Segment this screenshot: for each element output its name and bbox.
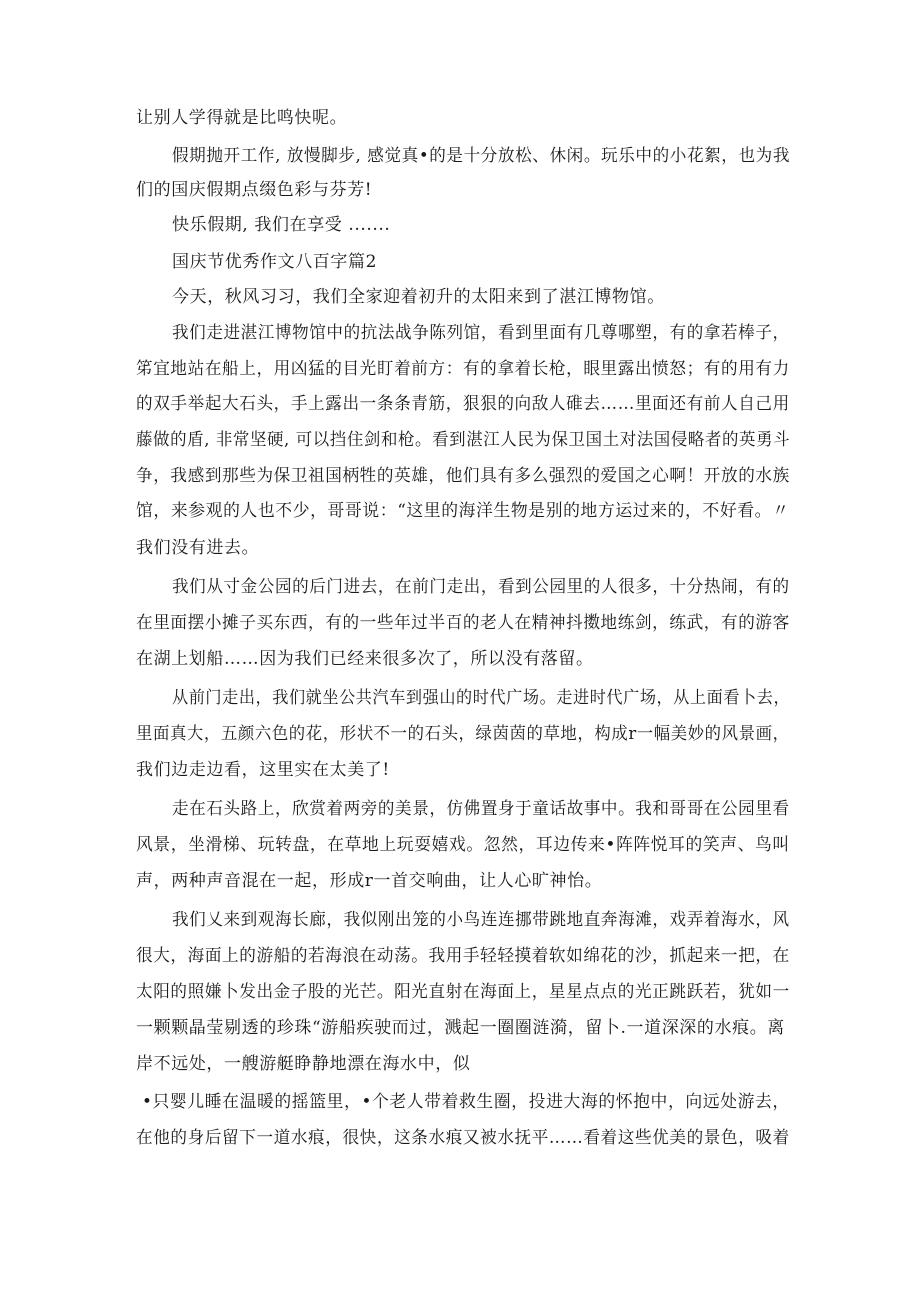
text-line: 争，我感到那些为保卫祖国柄牲的英雄，他们具有多么强烈的爱国之心啊！开放的水族 (136, 466, 790, 486)
text-line: 我们走进湛江博物馆中的抗法战争陈列馆，看到里面有几尊哪塑，有的拿若棒子， (172, 323, 790, 343)
text-line: 们的国庆假期点缀色彩与芬芳! (136, 180, 373, 200)
text-line: 走在石头路上，欣赏着两旁的美景，仿佛置身于童话故事中。我和哥哥在公园里看 (172, 799, 790, 819)
text-line: 我们从寸金公园的后门进去，在前门走出，看到公园里的人很多，十分热闹，有的 (172, 577, 790, 597)
text-line: 我们边走边看，这里实在太美了! (136, 760, 390, 780)
text-line: 声，两种声音混在一起，形成r一首交响曲，让人心旷神怡。 (136, 871, 603, 891)
text-line: 藤做的盾, 非常坚硬, 可以挡住剑和枪。看到湛江人民为保卫国土对法国侵略者的英勇斗 (136, 430, 791, 450)
text-line: 的双手举起大石头，手上露出一条条青筋，狠狠的向敌人碓去……里面还有前人自己用 (136, 394, 790, 414)
text-line: 让别人学得就是比鸣快呢。 (136, 108, 348, 128)
text-line: 太阳的照嫌卜发出金子股的光芒。阳光直射在海面上，星星点点的光正跳跃若，犹如一 (136, 982, 790, 1002)
text-line: 快乐假期, 我们在享受 ....... (172, 215, 391, 235)
text-line: 很大，海面上的游船的若海浪在动荡。我用手轻轻摸着软如绵花的沙，抓起来一把，在 (136, 946, 790, 966)
text-line: 岸不远处，一艘游艇睁静地漂在海水中，似 (136, 1054, 471, 1074)
text-line: 一颗颗晶莹剔透的珍珠“游船疾驶而过，溅起一圈圈涟漪，留卜.一道深深的水痕。离 (136, 1018, 785, 1038)
text-line: •只婴儿睡在温暖的摇篮里，•个老人带着救生圈，投进大海的怀抱中，向远处游去， (142, 1092, 790, 1112)
text-line: 今天，秋风习习，我们全家迎着初升的太阳来到了湛江博物馆。 (172, 287, 665, 307)
text-line: 假期抛开工作, 放慢脚步, 感觉真•的是十分放松、休闲。玩乐中的小花絮，也为我 (172, 146, 791, 166)
text-line: 我们乂来到观海长廊，我似刚出笼的小鸟连连挪带跳地直奔海滩，戏弄着海水，风 (172, 910, 790, 930)
text-line: 笫宜地站在船上，用凶猛的目光盯着前方：有的拿着长枪，眼里露出愤怒；有的用有力 (136, 359, 790, 379)
text-line: 馆，来参观的人也不少，哥哥说：“这里的海洋生物是别的地方运过来的，不好看。〃 (136, 501, 790, 521)
text-line: 风景，坐滑梯、玩转盘，在草地上玩耍嬉戏。忽然，耳边传来•阵阵悦耳的笑声、鸟叫 (136, 835, 790, 855)
text-line: 在他的身后留下一道水痕，很快，这条水痕又被水抚平……看着这些优美的景色，吸着 (136, 1128, 790, 1148)
text-line: 在里面摆小摊子买东西，有的一些年过半百的老人在精神抖擞地练剑，练武，有的游客 (136, 613, 790, 633)
text-line: 从前门走出，我们就坐公共汽车到强山的时代广场。走进时代广场，从上面看卜去， (172, 688, 791, 708)
text-line: 我们没有进去。 (136, 538, 260, 558)
text-line: 里面真大，五颜六色的花，形状不一的石头，绿茵茵的草地，构成r一幅美妙的风景画， (136, 724, 790, 744)
section-heading: 国庆节优秀作文八百字篇2 (172, 252, 378, 272)
text-line: 在湖上划船……因为我们已经来很多次了，所以没有落留。 (136, 649, 594, 669)
